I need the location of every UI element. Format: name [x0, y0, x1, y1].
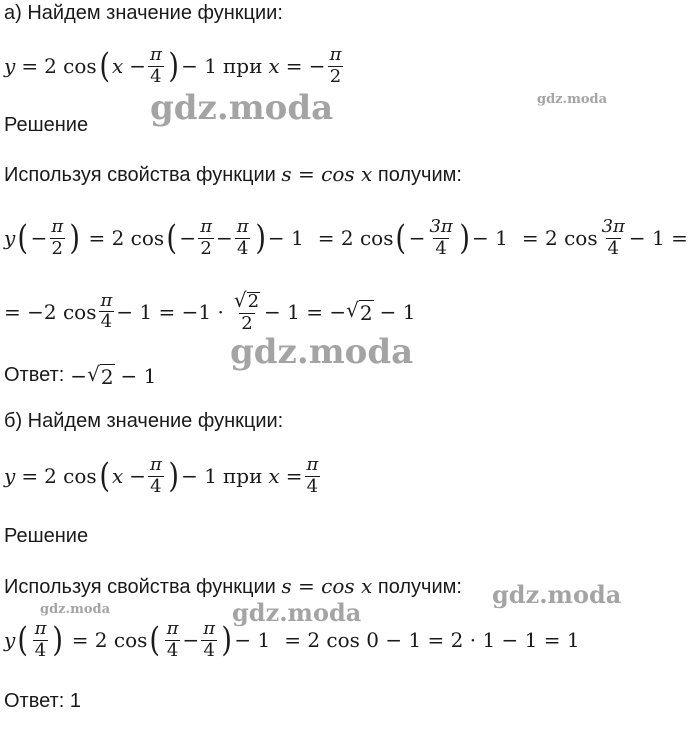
fraction: $\frac{\pi}{4}$: [149, 44, 162, 87]
part-b-function: y = 2 cos ( x − $\frac{\pi}{4}$ ) − 1 при x = $\frac{\pi}{4}$: [4, 454, 319, 497]
watermark: gdz.moda: [492, 580, 622, 609]
watermark: gdz.moda: [537, 92, 608, 107]
fraction: $\frac{\pi}{2}$: [329, 44, 342, 87]
part-a-method: Используя свойства функции s = cos x получим:: [4, 162, 462, 186]
part-a-function: y = 2 cos ( x − $\frac{\pi}{4}$ ) − 1 при x = − $\frac{\pi}{2}$: [4, 44, 342, 87]
part-a-solution-label: Решение: [4, 114, 89, 136]
part-a-calc-line-2: = −2 cos $\frac{\pi}{4}$ − 1 = −1 · √ 2 2 − 1 = − √ 2 − 1: [4, 288, 416, 334]
watermark: gdz.moda: [150, 88, 334, 128]
part-a-heading: а) Найдем значение функции:: [4, 2, 283, 24]
part-b-solution-label: Решение: [4, 525, 89, 547]
part-b-answer: Ответ: 1: [4, 690, 81, 712]
part-b-calc: y ( $\frac{\pi}{4}$ ) = 2 cos ( $\frac{\pi}{4}$ − $\frac{\pi}{4}$ ) − 1 = 2 cos 0 − 1 = 2 · 1 − 1 = 1: [4, 618, 580, 661]
part-a-calc-line-1: y ( − $\frac{\pi}{2}$ ) = 2 cos ( − $\frac{\pi}{2}$ − $\frac{\pi}{4}$ ) − 1 = 2 cos ( − $\frac{3\pi}{4}$ ) − 1 = 2 cos $\frac{3\pi}{4}$ − 1 =: [4, 216, 688, 259]
part-b-method: Используя свойства функции s = cos x получим:: [4, 574, 462, 598]
part-b-heading: б) Найдем значение функции:: [4, 410, 284, 432]
watermark: gdz.moda: [230, 332, 414, 372]
watermark: gdz.moda: [232, 598, 362, 627]
part-a-answer: Ответ: − √ 2 − 1: [4, 362, 157, 389]
watermark: gdz.moda: [40, 602, 111, 617]
